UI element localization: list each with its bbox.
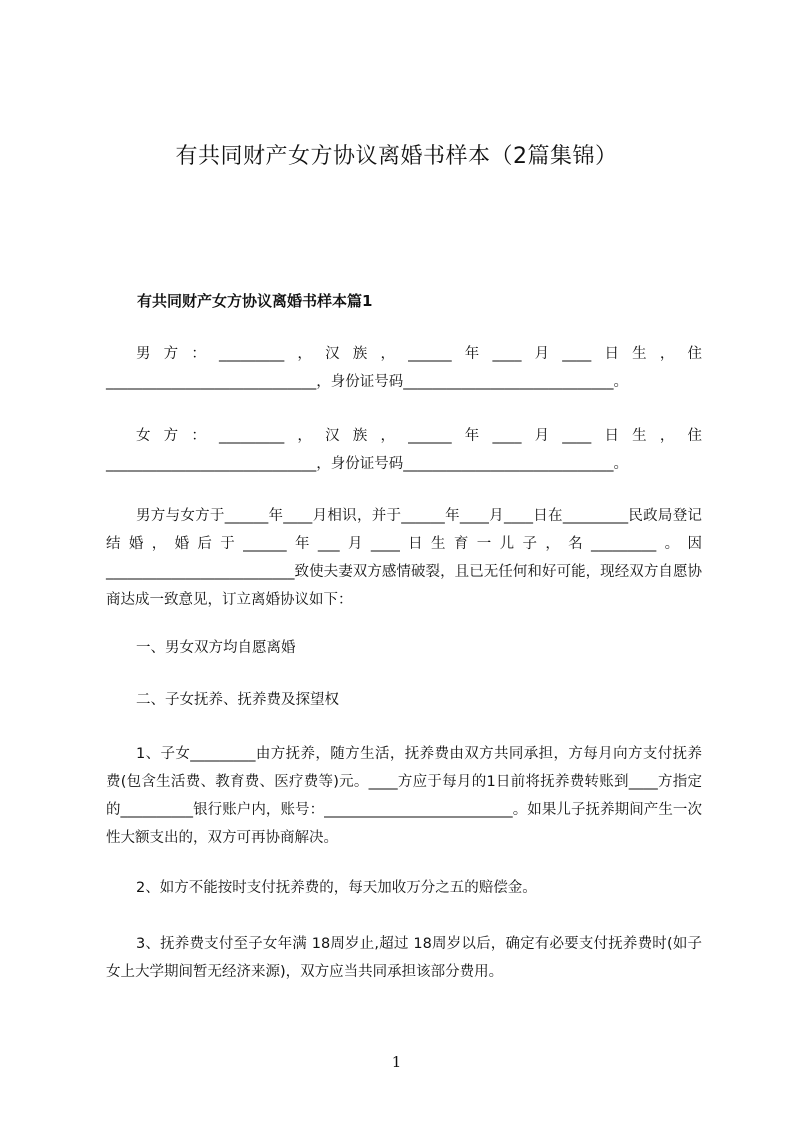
intro-paragraph: 男方与女方于______年____月相识，并于______年____月____日在_________民政局登记结婚，婚后于______年___月____日生育一儿子，名_________。因__________________________致使夫妻双方感情破裂，且已无任何和好可能，现经双方自愿协商达成一致意见，订立离婚协议如下： [106, 508, 702, 608]
clause-3-paragraph: 3、抚养费支付至子女年满 18周岁止,超过 18周岁以后，确定有必要支付抚养费时(如子女上大学期间暂无经济来源)，双方应当共同承担该部分费用。 [106, 936, 702, 980]
page-number: 1 [391, 1053, 402, 1071]
man-info-paragraph: 男方：_________，汉族，______年____月____日生，住_____________________________，身份证号码_____________________________。 [106, 346, 702, 390]
clause-1-paragraph: 1、子女_________由方抚养，随方生活，抚养费由双方共同承担，方每月向方支付抚养费(包含生活费、教育费、医疗费等)元。____方应于每月的1日前将抚养费转账到____方指定的__________银行账户内，账号：__________________________。如果儿子抚养期间产生一次性大额支出的，双方可再协商解决。 [106, 746, 702, 846]
document-title: 有共同财产女方协议离婚书样本（2篇集锦） [175, 144, 618, 169]
section-title: 有共同财产女方协议离婚书样本篇1 [137, 292, 373, 310]
heading-divorce-agreement: 一、男女双方均自愿离婚 [136, 640, 296, 656]
woman-info-paragraph: 女方：_________，汉族，______年____月____日生，住_____________________________，身份证号码_____________________________。 [106, 428, 702, 472]
clause-2-paragraph: 2、如方不能按时支付抚养费的，每天加收万分之五的赔偿金。 [136, 880, 537, 896]
heading-child-custody: 二、子女抚养、抚养费及探望权 [136, 692, 339, 708]
